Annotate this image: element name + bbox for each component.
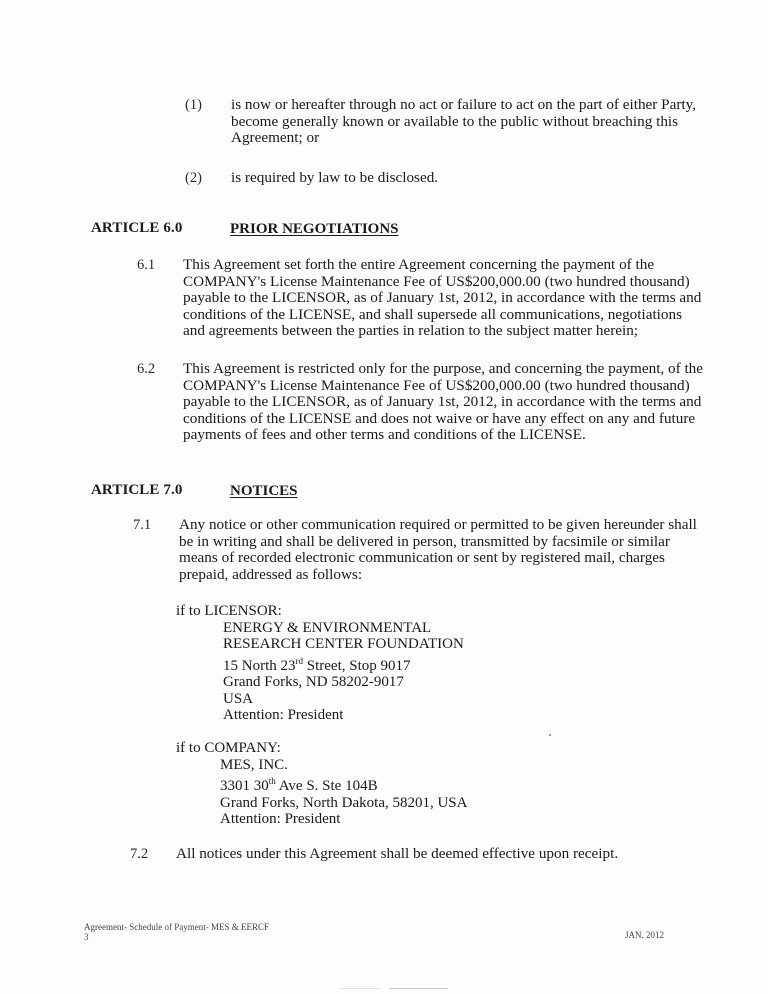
ordinal-suffix: th — [268, 776, 276, 787]
clause-number: (2) — [185, 170, 202, 186]
scan-speck — [549, 734, 551, 736]
section-6-2-text — [183, 361, 703, 444]
article-6-title: PRIOR NEGOTIATIONS — [230, 221, 399, 237]
address-line — [220, 773, 467, 794]
section-6-1-text — [183, 257, 701, 340]
text-line: All notices under this Agreement shall be deemed effective upon receipt. — [176, 845, 619, 862]
company-address — [220, 757, 467, 828]
article-7-title: NOTICES — [230, 483, 298, 499]
text-line: prepaid, addressed as follows: — [179, 565, 363, 583]
footer-date: JAN. 2012 — [625, 930, 665, 940]
text-line: is required by law to be disclosed. — [231, 169, 439, 186]
address-line: Grand Forks, North Dakota, 58201, USA — [220, 794, 468, 811]
section-number: 6.1 — [137, 257, 156, 273]
ordinal-suffix: rd — [295, 655, 303, 666]
scan-artifact-line — [390, 988, 448, 989]
section-number: 7.1 — [133, 517, 152, 533]
text-line: COMPANY's License Maintenance Fee of US$200,000.00 (two hundred thousand) — [183, 272, 690, 290]
text-line: means of recorded electronic communication or sent by registered mail, charges — [179, 549, 665, 566]
footer-title: Agreement- Schedule of Payment- MES & EERCF — [84, 922, 269, 932]
clause-number: (1) — [185, 97, 202, 113]
licensor-address — [223, 620, 464, 723]
text-line: payments of fees and other terms and conditions of the LICENSE. — [183, 426, 586, 443]
clause-2-text — [231, 170, 438, 187]
text-line: payable to the LICENSOR, as of January 1st, 2012, in accordance with the terms and — [183, 289, 702, 306]
address-line: Attention: President — [223, 707, 344, 724]
text-line: payable to the LICENSOR, as of January 1st, 2012, in accordance with the terms and — [183, 393, 702, 410]
address-line: RESEARCH CENTER FOUNDATION — [223, 636, 464, 653]
article-6-label: ARTICLE 6.0 — [91, 220, 183, 236]
text-line: is now or hereafter through no act or failure to act on the part of either Party, — [231, 96, 697, 113]
street-rest: Ave S. Ste 104B — [275, 778, 378, 795]
street-number: 15 North 23 — [223, 657, 296, 674]
text-line: COMPANY's License Maintenance Fee of US$200,000.00 (two hundred thousand) — [183, 376, 690, 394]
address-line: USA — [223, 690, 254, 707]
text-line: Agreement; or — [231, 129, 320, 146]
text-line: conditions of the LICENSE, and shall supersede all communications, negotiations — [183, 305, 682, 323]
section-7-2-text — [176, 846, 618, 863]
address-line — [223, 653, 464, 674]
address-line: Attention: President — [220, 811, 341, 828]
text-line: conditions of the LICENSE and does not waive or have any effect on any and future — [183, 409, 696, 427]
address-line: ENERGY & ENVIRONMENTAL — [223, 620, 432, 636]
licensor-heading: if to LICENSOR: — [176, 603, 282, 619]
company-heading: if to COMPANY: — [176, 740, 281, 756]
text-line: and agreements between the parties in relation to the subject matter herein; — [183, 322, 639, 339]
article-7-label: ARTICLE 7.0 — [91, 482, 183, 498]
street-number: 3301 30 — [220, 778, 269, 795]
text-line: be in writing and shall be delivered in person, transmitted by facsimile or similar — [179, 532, 670, 550]
scan-artifact-line — [340, 988, 380, 989]
text-line: become generally known or available to the public without breaching this — [231, 112, 679, 130]
section-7-1-text — [179, 517, 697, 583]
footer-left — [84, 922, 269, 942]
section-number: 6.2 — [137, 361, 156, 377]
text-line: This Agreement is restricted only for the purpose, and concerning the payment, of the — [183, 360, 704, 377]
section-number: 7.2 — [130, 846, 149, 862]
address-line: MES, INC. — [220, 757, 288, 773]
text-line: Any notice or other communication required or permitted to be given hereunder shall — [179, 516, 697, 533]
text-line: This Agreement set forth the entire Agreement concerning the payment of the — [183, 256, 655, 273]
page-number: 3 — [84, 932, 89, 942]
street-rest: Street, Stop 9017 — [303, 657, 411, 674]
clause-1-text — [231, 97, 696, 147]
address-line: Grand Forks, ND 58202-9017 — [223, 674, 404, 691]
